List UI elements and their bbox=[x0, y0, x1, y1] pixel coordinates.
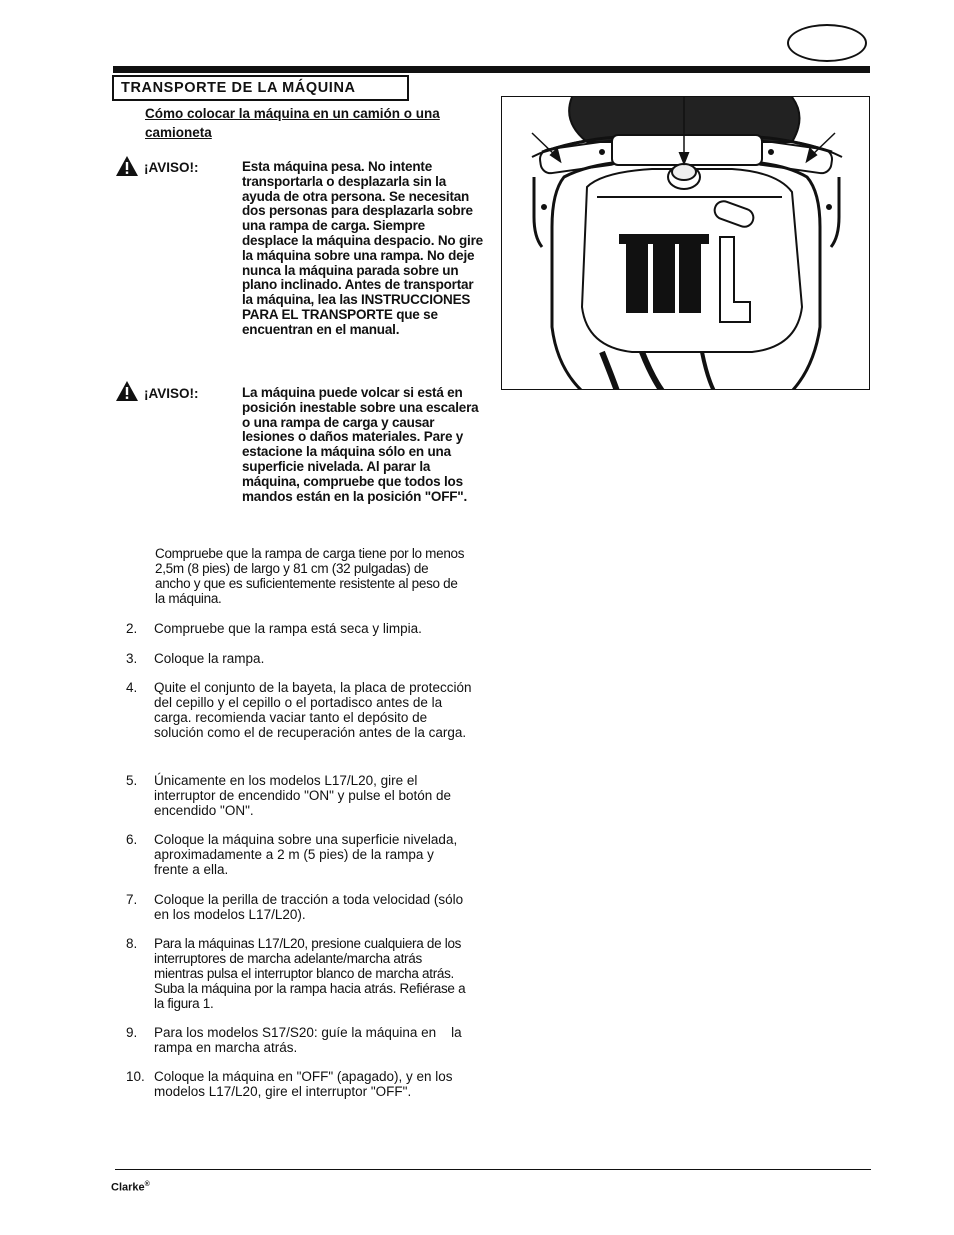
step-number: 3. bbox=[126, 651, 138, 666]
intro-step-text: Compruebe que la rampa de carga tiene por lo menos 2,5m (8 pies) de largo y 81 cm (32 pulgadas) de ancho y que es suficientemente resistente al peso de la máquina. bbox=[155, 546, 465, 606]
warning-triangle-icon bbox=[115, 380, 139, 402]
footer-brand bbox=[111, 1181, 150, 1194]
brand-name: Clarke bbox=[111, 1181, 145, 1194]
warning-triangle-icon bbox=[115, 155, 139, 177]
warning-text: La máquina puede volcar si está en posición inestable sobre una escalera o una rampa de carga y causar lesiones o daños materiales. Pare y estacione la máquina sólo en una superficie nivelada. Al parar la máquina, compruebe que todos los mandos están en la posición "OFF". bbox=[242, 385, 479, 504]
step-number: 2. bbox=[126, 621, 138, 636]
step-number: 4. bbox=[126, 680, 138, 695]
step-number: 9. bbox=[126, 1025, 138, 1040]
step-number: 6. bbox=[126, 832, 138, 847]
warning-label: ¡AVISO!: bbox=[144, 160, 199, 175]
step-text: Únicamente en los modelos L17/L20, gire el interruptor de encendido "ON" y pulse el botón de encendido "ON". bbox=[154, 773, 452, 818]
step-text: Compruebe que la rampa está seca y limpia. bbox=[154, 621, 422, 636]
step-number: 7. bbox=[126, 892, 138, 907]
step-number: 8. bbox=[126, 936, 138, 951]
step-text: Quite el conjunto de la bayeta, la placa de protección del cepillo y el cepillo o el portadisco antes de la carga. recomienda vaciar tanto el depósito de solución como el de recuperación antes de la carga. bbox=[154, 680, 472, 740]
header-rule bbox=[113, 66, 870, 73]
section-title: TRANSPORTE DE LA MÁQUINA bbox=[112, 75, 409, 101]
machine-handle-illustration bbox=[502, 97, 870, 390]
page-number-oval bbox=[787, 24, 867, 62]
step-number: 10. bbox=[126, 1069, 145, 1084]
footer-rule bbox=[115, 1169, 871, 1170]
warning-text: Esta máquina pesa. No intente transportarla o desplazarla sin la ayuda de otra persona. Se necesitan dos personas para desplazarla sobre una rampa de carga. Siempre desplace la máquina despacio. No gire la máquina sobre una rampa. No deje nunca la máquina parada sobre un plano inclinado. Antes de transportar la máquina, lea las INSTRUCCIONES PARA EL TRANSPORTE que se encuentran en el manual. bbox=[242, 159, 483, 337]
registered-mark: ® bbox=[144, 1181, 150, 1188]
step-text: Coloque la máquina sobre una superficie nivelada, aproximadamente a 2 m (5 pies) de la rampa y frente a ella. bbox=[154, 832, 458, 877]
warning-label: ¡AVISO!: bbox=[144, 386, 199, 401]
step-text: Para los modelos S17/S20: guíe la máquina en la rampa en marcha atrás. bbox=[154, 1025, 466, 1055]
machine-figure bbox=[501, 96, 870, 390]
step-number: 5. bbox=[126, 773, 138, 788]
step-text: Coloque la perilla de tracción a toda velocidad (sólo en los modelos L17/L20). bbox=[154, 892, 464, 922]
step-text: Coloque la máquina en "OFF" (apagado), y en los modelos L17/L20, gire el interruptor "OFF". bbox=[154, 1069, 453, 1099]
subheading: Cómo colocar la máquina en un camión o una camioneta bbox=[145, 106, 440, 140]
step-text: Para la máquinas L17/L20, presione cualquiera de los interruptores de marcha adelante/marcha atrás mientras pulsa el interruptor blanco de marcha atrás. Suba la máquina por la rampa hacia atrás. Refiérase a la figura 1. bbox=[154, 936, 466, 1011]
step-text: Coloque la rampa. bbox=[154, 651, 265, 666]
